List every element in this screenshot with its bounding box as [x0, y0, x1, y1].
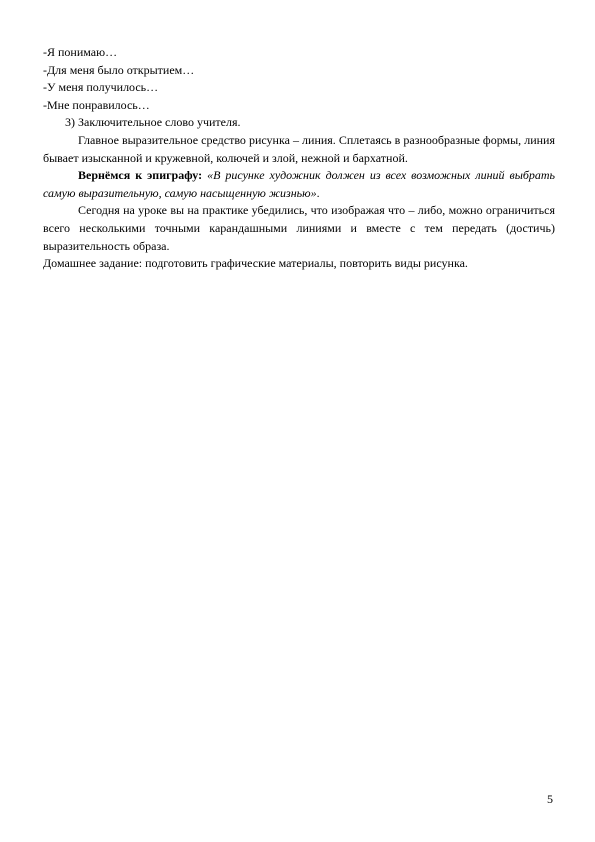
- epigraph-label: Вернёмся к эпиграфу:: [78, 168, 203, 183]
- paragraph-main-means: Главное выразительное средство рисунка – линия. Сплетаясь в разнообразные формы, линия бывает изысканной и кружевной, колючей и злой, нежной и бархатной.: [43, 132, 555, 165]
- homework: Домашнее задание: подготовить графические материалы, повторить виды рисунка.: [43, 256, 468, 271]
- epigraph-quote: «В рисунке художник должен из всех возможных линий выбрать самую выразительную, самую насыщенную жизнью»: [43, 168, 556, 200]
- page-body: [43, 44, 555, 273]
- page-number: 5: [547, 792, 553, 806]
- paragraph-summary: Сегодня на уроке вы на практике убедились, что изображая что – либо, можно ограничиться всего несколькими точными карандашными линиями и вместе с тем передать (достичь) выразительность образа.: [43, 203, 555, 253]
- epigraph-end: .: [316, 185, 320, 200]
- conclusion-heading: 3) Заключительное слово учителя.: [65, 115, 241, 130]
- reflection-line-1: -Я понимаю…: [43, 45, 118, 59]
- reflection-line-2: -Для меня было открытием…: [43, 62, 195, 77]
- reflection-line-4: -Мне понравилось…: [43, 97, 150, 112]
- reflection-line-3: -У меня получилось…: [43, 80, 159, 95]
- paragraph-epigraph: [43, 167, 555, 202]
